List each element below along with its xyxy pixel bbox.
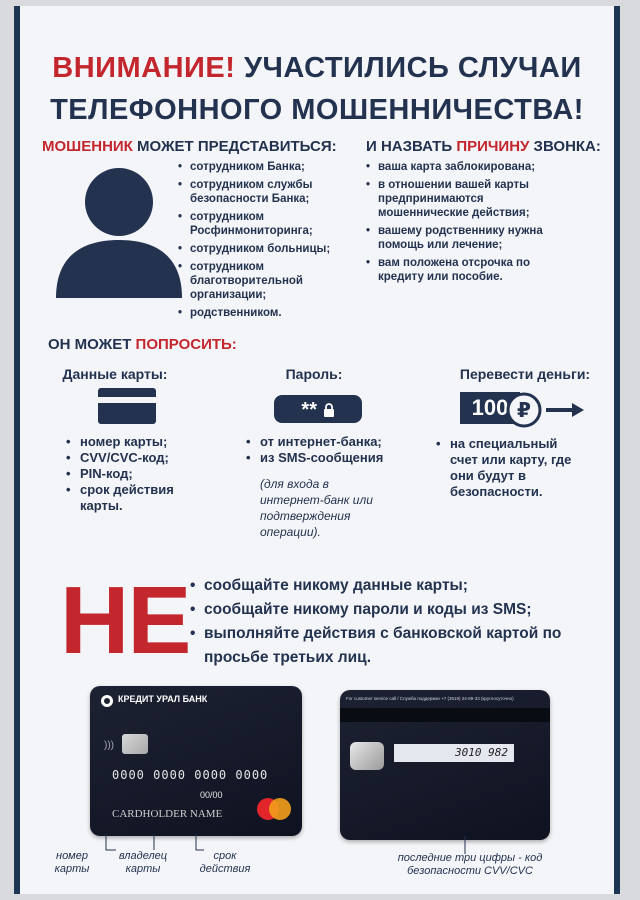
card-data-list <box>66 434 206 514</box>
impostor-heading <box>42 138 337 155</box>
card-front <box>90 686 302 836</box>
list-item: • от интернет-банка; <box>246 434 382 449</box>
ask-heading <box>48 336 237 353</box>
list-item: • в отношении вашей карты предпринимаются мошеннические действия; <box>366 178 546 220</box>
list-item: • сотрудником службы безопасности Банка; <box>178 178 358 206</box>
dont-list <box>190 574 600 670</box>
contactless-icon: ))) <box>104 740 114 751</box>
title-line1-rest: УЧАСТИЛИСЬ СЛУЧАИ <box>243 52 582 84</box>
list-item: • вам положена отсрочка по кредиту или пособие. <box>366 256 546 284</box>
lock-icon <box>323 403 335 417</box>
ask-heading-red: ПОПРОСИТЬ: <box>135 336 237 353</box>
transfer-list <box>436 436 586 500</box>
signature-strip <box>394 744 514 762</box>
list-item-text: от интернет-банка; <box>260 434 382 449</box>
list-item: • срок действия карты. <box>66 482 174 513</box>
card-number: 0000 0000 0000 0000 <box>112 768 269 782</box>
card-expiry: 00/00 <box>200 790 223 800</box>
list-item: • сообщайте никому данные карты; <box>190 577 468 594</box>
card-data-title: Данные карты: <box>62 366 168 382</box>
poster <box>14 6 620 894</box>
ask-heading-pre: ОН МОЖЕТ <box>48 336 132 353</box>
reason-heading-post: ЗВОНКА: <box>533 138 601 155</box>
list-item: • CVV/CVC-код; <box>66 450 169 465</box>
list-item: • сотрудником больницы; <box>178 242 358 256</box>
title-line-2: ТЕЛЕФОННОГО МОШЕННИЧЕСТВА! <box>50 94 584 126</box>
list-item: • PIN-код; <box>66 466 133 481</box>
ruble-coin-icon <box>506 392 586 428</box>
list-item: • родственником. <box>178 306 358 320</box>
money-amount: 100 <box>471 395 509 420</box>
caption-cvv: последние три цифры - код безопасности CVV/CVC <box>397 852 543 877</box>
list-item: • из SMS-сообщения <box>246 450 384 465</box>
card-back-header: For customer service call / Служба поддержки +7 (3519) 24-89-33 (круглосуточно) <box>346 696 514 701</box>
list-item-text: PIN-код; <box>80 466 133 481</box>
svg-text:₽: ₽ <box>517 398 531 422</box>
list-item: • на специальный счет или карту, где они будут в безопасности. <box>436 436 572 499</box>
list-item: • вашему родственнику нужна помощь или лечение; <box>366 224 546 252</box>
caption-number: номер карты <box>54 850 90 875</box>
list-item: • сотрудником Банка; <box>178 160 358 174</box>
title-line-1 <box>20 52 614 85</box>
list-item-text: сообщайте никому пароли и коды из SMS; <box>204 601 532 618</box>
card-holder: CARDHOLDER NAME <box>112 808 223 820</box>
password-list <box>246 434 406 466</box>
list-item: • номер карты; <box>66 434 168 449</box>
list-item: • сотрудником благотворительной организации; <box>178 260 358 302</box>
reason-heading-pre: И НАЗВАТЬ <box>366 138 453 155</box>
list-item: • ваша карта заблокирована; <box>366 160 546 174</box>
transfer-title: Перевести деньги: <box>459 366 591 382</box>
caption-owner: владелец карты <box>118 850 168 875</box>
hologram-icon <box>350 742 384 770</box>
password-stars: ** <box>301 399 317 421</box>
list-item-text: на специальный счет или карту, где они будут в безопасности. <box>450 436 572 499</box>
impostor-heading-rest: МОЖЕТ ПРЕДСТАВИТЬСЯ: <box>137 138 337 155</box>
reason-list <box>366 160 546 288</box>
mastercard-logo-icon <box>254 796 294 822</box>
list-item: • сообщайте никому пароли и коды из SMS; <box>190 601 532 618</box>
magnetic-stripe <box>340 708 550 722</box>
list-item-text: CVV/CVC-код; <box>80 450 169 465</box>
list-item: • сотрудником Росфинмониторинга; <box>178 210 358 238</box>
list-item-text: номер карты; <box>80 434 168 449</box>
bank-logo-icon <box>100 694 114 708</box>
list-item-text: выполняйте действия с банковской картой по просьбе третьих лиц. <box>204 625 562 666</box>
chip-icon <box>122 734 148 754</box>
list-item-text: срок действия карты. <box>80 482 174 513</box>
list-item-text: из SMS-сообщения <box>260 450 384 465</box>
person-icon <box>54 164 184 298</box>
bank-name: КРЕДИТ УРАЛ БАНК <box>118 694 208 704</box>
reason-heading <box>366 138 601 155</box>
password-icon <box>274 395 362 423</box>
card-back <box>340 690 550 840</box>
dont-big-label: НЕ <box>60 567 190 674</box>
password-note: (для входа в интернет-банк или подтверждения операции). <box>260 477 373 539</box>
title-attention: ВНИМАНИЕ! <box>52 52 236 84</box>
password-title: Пароль: <box>285 366 343 382</box>
impostor-heading-red: МОШЕННИК <box>42 138 133 155</box>
credit-card-icon <box>98 386 156 426</box>
list-item-text: сообщайте никому данные карты; <box>204 577 468 594</box>
list-item: • выполняйте действия с банковской картой по просьбе третьих лиц. <box>190 625 562 666</box>
cvv-code: 3010 982 <box>455 746 508 759</box>
caption-expiry: срок действия <box>199 850 251 875</box>
reason-heading-red: ПРИЧИНУ <box>456 138 530 155</box>
impostor-list <box>178 160 358 324</box>
